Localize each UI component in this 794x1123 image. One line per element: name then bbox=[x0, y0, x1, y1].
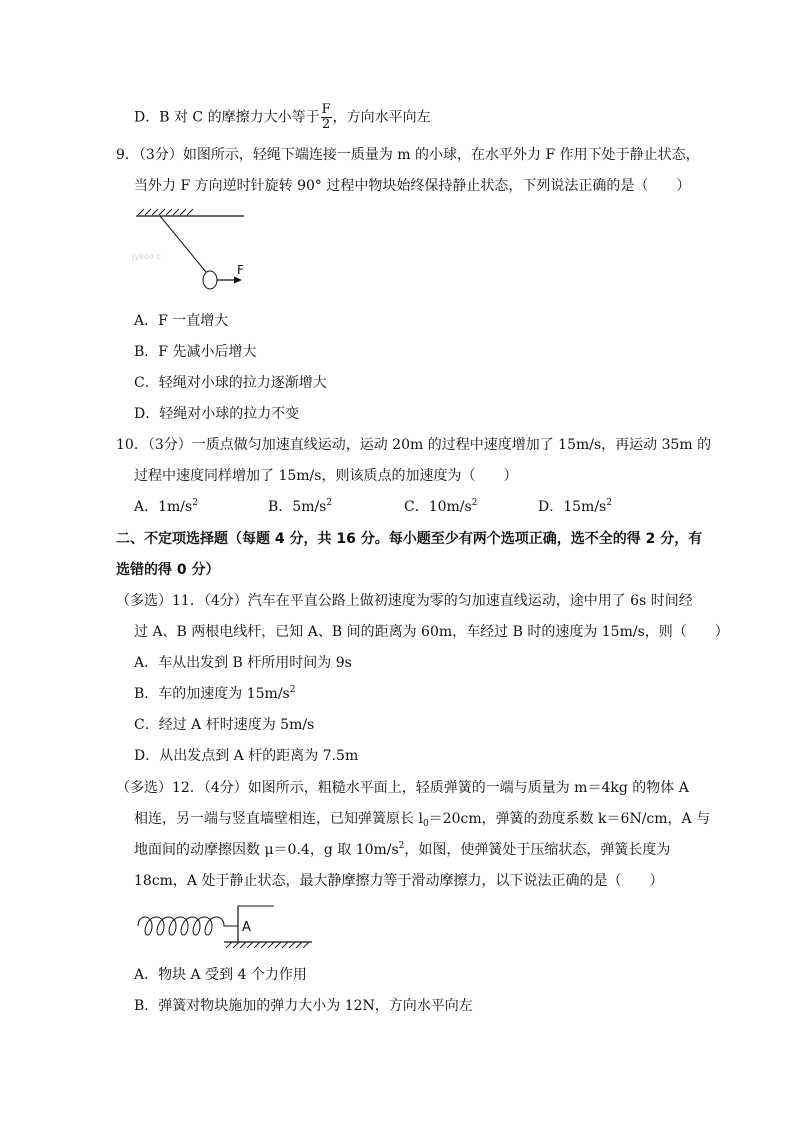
q9-stem-line1: 9．（3分）如图所示，轻绳下端连接一质量为 m 的小球，在水平外力 F 作用下处于静止状态， bbox=[116, 147, 700, 163]
q9-option-c: C．轻绳对小球的拉力逐渐增大 bbox=[134, 375, 327, 391]
q8-option-d-text: D．B 对 C 的摩擦力大小等于 bbox=[134, 109, 320, 126]
fraction bbox=[321, 103, 332, 132]
q10-stem-line1: 10．（3分）一质点做匀加速直线运动，运动 20m 的过程中速度增加了 15m/s，再运动 35m 的 bbox=[116, 437, 712, 453]
q10-option-c: C．$10m/s^2$ bbox=[404, 498, 478, 515]
q12-stem-line3: 地面间的动摩擦因数 μ＝0.4，g 取 $10m/s^2$，如图，使弹簧处于压缩状态，弹簧长度为 bbox=[134, 841, 671, 858]
rope bbox=[160, 216, 206, 272]
q12-stem-line1: （多选）12．（4分）如图所示，粗糙水平面上，轻质弹簧的一端与质量为 m＝4kg 的物体 A bbox=[116, 780, 689, 796]
q11-option-d: D．从出发点到 A 杆的距离为 7.5m bbox=[134, 748, 359, 764]
q11-option-c: C．经过 A 杆时速度为 5m/s bbox=[134, 717, 315, 733]
q12-option-b: B．弹簧对物块施加的弹力大小为 12N，方向水平向左 bbox=[134, 998, 473, 1014]
spring bbox=[138, 917, 238, 935]
block-a-label: A bbox=[242, 920, 251, 935]
section-heading-line2: 选错的得 0 分） bbox=[116, 562, 220, 578]
q12-figure bbox=[134, 900, 314, 956]
fraction-denominator: 2 bbox=[321, 117, 331, 132]
q9-option-b: B．F 先减小后增大 bbox=[134, 344, 257, 360]
q9-stem-line2: 当外力 F 方向逆时针旋转 90° 过程中物块始终保持静止状态，下列说法正确的是（ ） bbox=[134, 178, 691, 194]
q8-option-d bbox=[134, 103, 431, 132]
q11-stem-line2: 过 A、B 两根电线杆，已知 A、B 间的距离为 60m，车经过 B 时的速度为 15m/s，则（ ） bbox=[134, 624, 729, 640]
q11-option-a: A．车从出发到 B 杆所用时间为 9s bbox=[134, 655, 352, 671]
q10-option-b: B．$5m/s^2$ bbox=[268, 498, 333, 515]
q10-stem-line2: 过程中速度同样增加了 15m/s，则该质点的加速度为（ ） bbox=[134, 468, 518, 484]
q12-stem-line2: 相连，另一端与竖直墙壁相连，已知弹簧原长 $l_0=20cm$，弹簧的劲度系数 k＝6N/cm，A 与 bbox=[134, 811, 711, 829]
force-label: F bbox=[237, 263, 244, 277]
q11-option-b: B．车的加速度为 $15m/s^2$ bbox=[134, 685, 296, 702]
fraction-numerator: F bbox=[321, 102, 331, 117]
q9-option-d: D．轻绳对小球的拉力不变 bbox=[134, 406, 300, 422]
q10-option-d: D．$15m/s^2$ bbox=[538, 498, 612, 515]
q12-stem-line4: 18cm，A 处于静止状态，最大静摩擦力等于滑动摩擦力，以下说法正确的是（ ） bbox=[134, 873, 664, 889]
q8-option-d-tail: ，方向水平向左 bbox=[332, 109, 431, 126]
q9-figure bbox=[130, 208, 260, 298]
q11-stem-line1: （多选）11．（4分）汽车在平直公路上做初速度为零的匀加速直线运动，途中用了 6s 时间经 bbox=[116, 593, 693, 609]
q12-option-a: A．物块 A 受到 4 个力作用 bbox=[134, 967, 307, 983]
section-heading-line1: 二、不定项选择题（每题 4 分，共 16 分。每小题至少有两个选项正确，选不全的得 2 分，有 bbox=[116, 531, 703, 547]
q10-option-a: A．$1m/s^2$ bbox=[134, 498, 198, 515]
q9-option-a: A．F 一直增大 bbox=[134, 313, 229, 329]
ball bbox=[203, 271, 217, 289]
watermark: jyeoo.c bbox=[132, 252, 161, 261]
